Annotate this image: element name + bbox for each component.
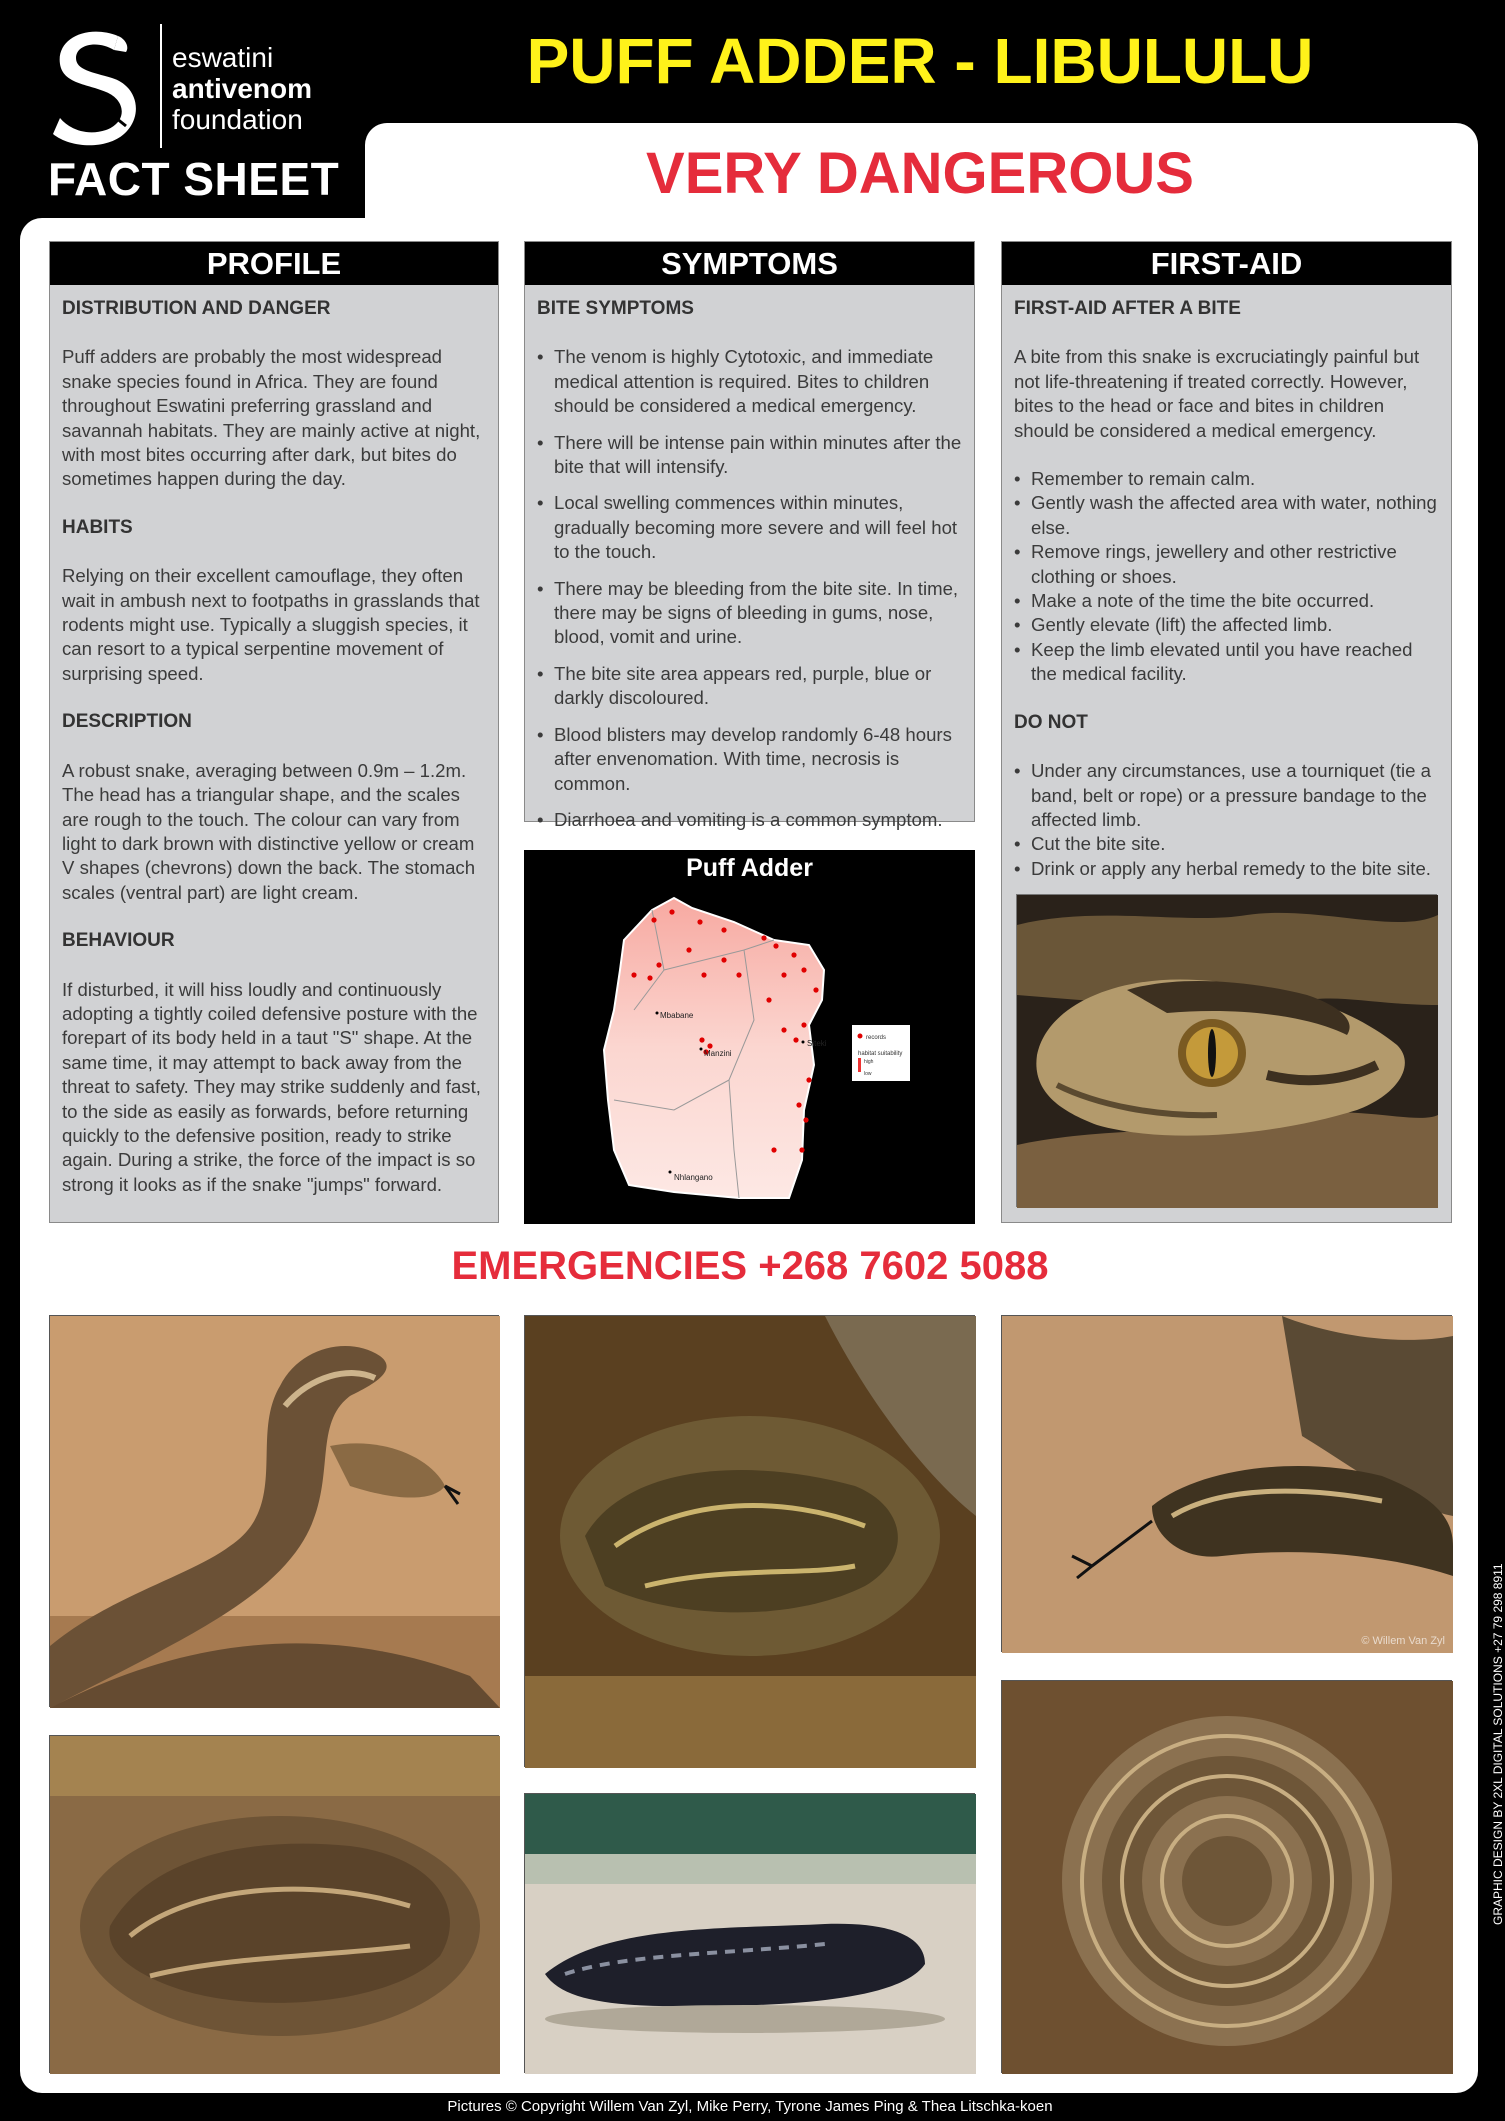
photo-credits: Pictures © Copyright Willem Van Zyl, Mike Perry, Tyrone James Ping & Thea Litschka-koen bbox=[447, 2098, 1053, 2115]
legend-high: high bbox=[864, 1059, 874, 1065]
eswatini-map bbox=[524, 850, 975, 1224]
first-aid-item: • Remove rings, jewellery and other restrictive clothing or shoes. bbox=[1014, 540, 1439, 589]
first-aid-item: • Remember to remain calm. bbox=[1014, 467, 1439, 491]
photo-watermark: © Willem Van Zyl bbox=[1361, 1635, 1445, 1647]
map-title: Puff Adder bbox=[686, 854, 813, 882]
first-aid-heading: FIRST-AID bbox=[1002, 242, 1451, 285]
symptoms-column bbox=[524, 241, 975, 830]
symptom-item: • Blood blisters may develop randomly 6-48 hours after envenomation. With time, necrosis is common. bbox=[537, 723, 962, 796]
snake-s-posture-photo bbox=[49, 1315, 499, 1707]
profile-section-title: BEHAVIOUR bbox=[62, 930, 175, 952]
legend-records: records bbox=[866, 1035, 887, 1041]
first-aid-item: • Gently elevate (lift) the affected limb. bbox=[1014, 613, 1439, 637]
logo-line-2: antivenom bbox=[172, 73, 313, 104]
profile-section-title: DESCRIPTION bbox=[62, 711, 192, 733]
snake-tongue-photo bbox=[1001, 1315, 1452, 1652]
coiled-brown-snake-photo bbox=[49, 1735, 499, 2073]
first-aid-item: • Gently wash the affected area with water, nothing else. bbox=[1014, 491, 1439, 540]
snake-head-photo bbox=[1016, 894, 1437, 1207]
symptom-item: • Local swelling commences within minutes, gradually becoming more severe and will feel hot to the touch. bbox=[537, 491, 962, 564]
map-town-label: Manzini bbox=[704, 1049, 732, 1058]
design-credit: GRAPHIC DESIGN BY 2XL DIGITAL SOLUTIONS +27 79 298 8911 bbox=[1491, 1563, 1505, 1925]
symptoms-subheading: BITE SYMPTOMS bbox=[537, 298, 694, 319]
do-not-list bbox=[1014, 759, 1439, 881]
profile-heading: PROFILE bbox=[50, 242, 498, 285]
map-town-label: Mbabane bbox=[660, 1011, 694, 1020]
antivenom-logo bbox=[48, 22, 148, 146]
profile-section-text: Puff adders are probably the most widespread snake species found in Africa. They are found throughout Eswatini preferring grassland and savannah habitats. They are mainly active at night, with most bites occurring after dark, but bites do sometimes happen during the day. bbox=[62, 346, 481, 490]
symptoms-list bbox=[537, 345, 962, 832]
page-title: PUFF ADDER - LIBULULU bbox=[526, 25, 1314, 97]
legend-low: low bbox=[864, 1071, 872, 1077]
profile-section-text: If disturbed, it will hiss loudly and continuously adopting a tightly coiled defensive posture with the forepart of its body held in a taut "S" shape. At the same time, it may attempt to back away from the threat to safety. They may strike suddenly and fast, to the side as easily as forwards, before returning quickly to the defensive position, ready to strike again. During a strike, the force of the impact is so strong it looks as if the snake "jumps" forward. bbox=[62, 978, 481, 1195]
distribution-map bbox=[524, 850, 975, 1224]
first-aid-item: • Make a note of the time the bite occurred. bbox=[1014, 589, 1439, 613]
coiled-snake-in-leaves-photo bbox=[1001, 1680, 1452, 2073]
profile-section-title: DISTRIBUTION AND DANGER bbox=[62, 298, 331, 319]
symptom-item: • The bite site area appears red, purple, blue or darkly discoloured. bbox=[537, 662, 962, 711]
first-aid-subheading: FIRST-AID AFTER A BITE bbox=[1014, 298, 1241, 319]
profile-section-title: HABITS bbox=[62, 516, 133, 538]
map-town-label: Siteki bbox=[807, 1039, 827, 1048]
danger-level: VERY DANGEROUS bbox=[646, 141, 1194, 206]
do-not-item: • Drink or apply any herbal remedy to the bite site. bbox=[1014, 857, 1439, 881]
profile-section-text: Relying on their excellent camouflage, they often wait in ambush next to footpaths in grasslands that rodents might use. Typically a sluggish species, it can resort to a typical serpentine movement of surprising speed. bbox=[62, 565, 480, 684]
do-not-item: • Under any circumstances, use a tourniquet (tie a band, belt or rope) or a pressure bandage to the affected limb. bbox=[1014, 759, 1439, 832]
symptom-item: • Diarrhoea and vomiting is a common symptom. bbox=[537, 808, 962, 832]
logo-divider bbox=[160, 24, 162, 148]
logo-line-3: foundation bbox=[172, 104, 303, 135]
snake-in-leaves-photo bbox=[524, 1315, 975, 1767]
symptom-item: • There will be intense pain within minutes after the bite that will intensify. bbox=[537, 431, 962, 480]
symptoms-heading: SYMPTOMS bbox=[525, 242, 974, 285]
map-town-label: Nhlangano bbox=[674, 1173, 713, 1182]
first-aid-item: • Keep the limb elevated until you have reached the medical facility. bbox=[1014, 638, 1439, 687]
profile-column bbox=[49, 241, 499, 1223]
logo-line-1: eswatini bbox=[172, 42, 274, 73]
emergency-number: EMERGENCIES +268 7602 5088 bbox=[451, 1244, 1049, 1288]
legend-suitability: habitat suitability bbox=[858, 1051, 903, 1057]
do-not-heading: DO NOT bbox=[1014, 711, 1088, 733]
symptom-item: • There may be bleeding from the bite site. In time, there may be signs of bleeding in gums, nose, blood, vomit and urine. bbox=[537, 577, 962, 650]
first-aid-intro: A bite from this snake is excruciatingly painful but not life-threatening if treated correctly. However, bites to the head or face and bites in children should be considered a medical emergency. bbox=[1014, 346, 1420, 441]
do-not-item: • Cut the bite site. bbox=[1014, 832, 1439, 856]
profile-section-text: A robust snake, averaging between 0.9m – 1.2m. The head has a triangular shape, and the scales are rough to the touch. The colour can vary from light to dark brown with distinctive yellow or cream V shapes (chevrons) down the back. The stomach scales (ventral part) are light cream. bbox=[62, 759, 476, 903]
symptom-item: • The venom is highly Cytotoxic, and immediate medical attention is required. Bites to children should be considered a medical emergency. bbox=[537, 345, 962, 418]
first-aid-list bbox=[1014, 467, 1439, 687]
dark-snake-on-road-photo bbox=[524, 1793, 975, 2073]
foundation-name bbox=[172, 42, 312, 135]
fact-sheet-label: FACT SHEET bbox=[48, 153, 340, 205]
